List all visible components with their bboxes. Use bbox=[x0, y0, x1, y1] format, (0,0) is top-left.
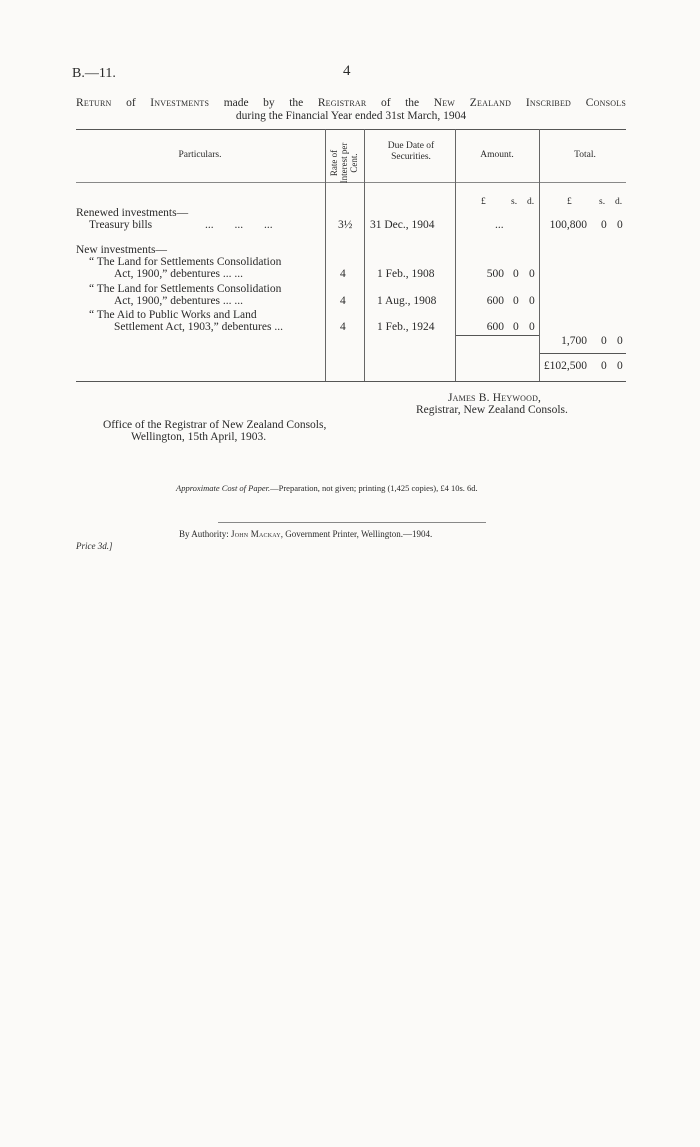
document-reference: B.—11. bbox=[72, 66, 116, 81]
new-item-2-pence: 0 bbox=[529, 295, 535, 307]
new-heading: New investments— bbox=[76, 244, 168, 256]
page-number: 4 bbox=[343, 63, 351, 79]
new-item-2-pounds: 600 bbox=[486, 295, 504, 307]
table-bottom-rule bbox=[76, 381, 626, 382]
header-due-date: Due Date of Securities. bbox=[387, 141, 435, 162]
cost-text: —Preparation, not given; printing (1,425 copies), £4 10s. 6d. bbox=[270, 483, 478, 493]
authority-prefix: By Authority: bbox=[179, 529, 232, 539]
new-item-2-due-date: 1 Aug., 1908 bbox=[377, 295, 437, 307]
new-item-3-line2: Settlement Act, 1903,” debentures ... bbox=[114, 321, 283, 333]
col-divider-rate bbox=[325, 129, 326, 381]
renewed-total-shillings: 0 bbox=[601, 219, 607, 231]
renewed-rate: 3½ bbox=[338, 219, 353, 231]
subtotal-pence: 0 bbox=[617, 335, 623, 347]
return-title-line2: during the Financial Year ended 31st March, 1904 bbox=[235, 110, 467, 122]
signatory-title: Registrar, New Zealand Consols. bbox=[416, 404, 568, 416]
header-rate-text: Rate of Interest per Cent. bbox=[329, 142, 359, 184]
header-rate bbox=[327, 132, 360, 184]
header-amount: Amount. bbox=[480, 150, 514, 160]
printer-authority bbox=[179, 529, 432, 539]
amount-sum-rule bbox=[456, 335, 539, 336]
title-text-of: of bbox=[111, 97, 151, 109]
subtotal-shillings: 0 bbox=[601, 335, 607, 347]
authority-name: John Mackay bbox=[231, 529, 281, 539]
office-line1: Office of the Registrar of New Zealand Consols, bbox=[103, 419, 327, 431]
renewed-heading: Renewed investments— bbox=[76, 207, 189, 219]
grand-total-pence: 0 bbox=[617, 360, 623, 372]
title-word-return: Return bbox=[76, 97, 112, 109]
header-total: Total. bbox=[574, 150, 596, 160]
new-item-3-due-date: 1 Feb., 1924 bbox=[377, 321, 435, 333]
new-item-1-pounds: 500 bbox=[486, 268, 504, 280]
table-top-rule bbox=[76, 129, 626, 130]
col-divider-total bbox=[539, 129, 540, 381]
renewed-dots: ... ... ... bbox=[205, 219, 273, 231]
new-item-2-line1: “ The Land for Settlements Consolidation bbox=[89, 283, 282, 295]
title-text-made-by: made by the bbox=[209, 97, 318, 109]
amount-pound-sign: £ bbox=[481, 197, 486, 207]
new-item-2-rate: 4 bbox=[340, 295, 346, 307]
header-particulars: Particulars. bbox=[178, 150, 222, 160]
return-title-line1 bbox=[76, 97, 626, 109]
new-item-3-pence: 0 bbox=[529, 321, 535, 333]
new-item-3-line1: “ The Aid to Public Works and Land bbox=[89, 309, 257, 321]
total-sum-rule bbox=[540, 353, 626, 354]
title-word-investments: Investments bbox=[150, 97, 210, 109]
office-line2: Wellington, 15th April, 1903. bbox=[131, 431, 267, 443]
title-word-consols: New Zealand Inscribed Consols bbox=[433, 97, 626, 109]
new-item-1-line2: Act, 1900,” debentures ... ... bbox=[114, 268, 244, 280]
col-divider-amount bbox=[455, 129, 456, 381]
new-item-1-shillings: 0 bbox=[513, 268, 519, 280]
total-pound-sign: £ bbox=[567, 197, 572, 207]
authority-suffix: , Government Printer, Wellington.—1904. bbox=[280, 529, 433, 539]
title-text-of-the: of the bbox=[366, 97, 434, 109]
new-item-1-pence: 0 bbox=[529, 268, 535, 280]
renewed-label: Treasury bills bbox=[89, 219, 153, 231]
renewed-total-pounds: 100,800 bbox=[549, 219, 587, 231]
total-shilling-sign: s. bbox=[599, 197, 606, 207]
renewed-amount: ... bbox=[495, 219, 504, 231]
new-item-1-rate: 4 bbox=[340, 268, 346, 280]
new-item-1-due-date: 1 Feb., 1908 bbox=[377, 268, 435, 280]
renewed-total-pence: 0 bbox=[617, 219, 623, 231]
new-item-1-line1: “ The Land for Settlements Consolidation bbox=[89, 256, 282, 268]
grand-total-shillings: 0 bbox=[601, 360, 607, 372]
amount-pence-sign: d. bbox=[527, 197, 535, 207]
new-item-2-line2: Act, 1900,” debentures ... ... bbox=[114, 295, 244, 307]
grand-total-pounds: £102,500 bbox=[543, 360, 587, 372]
total-pence-sign: d. bbox=[615, 197, 623, 207]
new-item-3-shillings: 0 bbox=[513, 321, 519, 333]
title-word-registrar: Registrar bbox=[317, 97, 367, 109]
renewed-due-date: 31 Dec., 1904 bbox=[370, 219, 435, 231]
amount-shilling-sign: s. bbox=[511, 197, 518, 207]
col-divider-due bbox=[364, 129, 365, 381]
cost-of-paper bbox=[176, 483, 478, 493]
new-item-3-rate: 4 bbox=[340, 321, 346, 333]
new-item-2-shillings: 0 bbox=[513, 295, 519, 307]
cost-label: Approximate Cost of Paper. bbox=[176, 483, 271, 493]
subtotal-pounds: 1,700 bbox=[561, 335, 587, 347]
authority-rule bbox=[218, 522, 486, 523]
signatory-name: James B. Heywood, bbox=[448, 392, 542, 404]
new-item-3-pounds: 600 bbox=[486, 321, 504, 333]
price: Price 3d.] bbox=[76, 541, 113, 551]
